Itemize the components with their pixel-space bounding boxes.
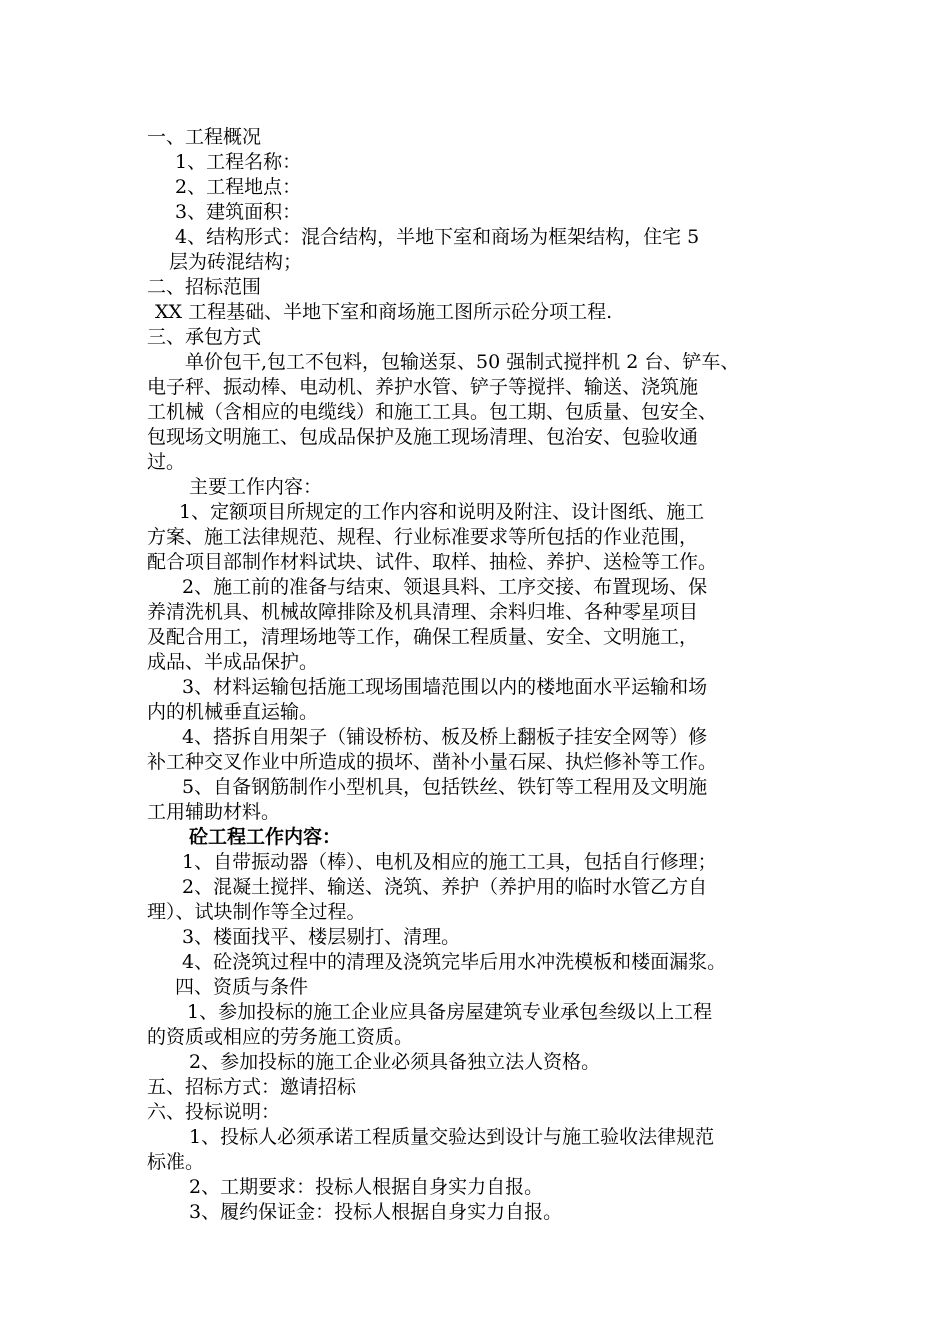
section-heading-bid-scope: 二、招标范围 (147, 276, 262, 298)
main-work-item-4-cont: 补工种交叉作业中所造成的损坏、凿补小量石屎、执烂修补等工作。 (147, 751, 718, 773)
main-work-item-2-cont: 成品、半成品保护。 (147, 651, 319, 673)
subheading-main-work: 主要工作内容： (189, 476, 323, 498)
main-work-item-1-cont: 方案、施工法律规范、规程、行业标准要求等所包括的作业范围， (147, 526, 699, 548)
main-work-item-3-cont: 内的机械垂直运输。 (147, 701, 319, 723)
main-work-item-4: 4、搭拆自用架子（铺设桥枋、板及桥上翻板子挂安全网等）修 (182, 726, 708, 748)
concrete-work-item-4: 4、砼浇筑过程中的清理及浇筑完毕后用水冲洗模板和楼面漏浆。 (182, 951, 727, 973)
contract-method-paragraph-line: 工机械（含相应的电缆线）和施工工具。包工期、包质量、包安全、 (147, 401, 718, 423)
project-name-line: 1、工程名称： (175, 151, 302, 173)
section-heading-bid-instructions: 六、投标说明： (147, 1101, 281, 1123)
main-work-item-2-cont: 及配合用工，清理场地等工作，确保工程质量、安全、文明施工， (147, 626, 699, 648)
main-work-item-1: 1、定额项目所规定的工作内容和说明及附注、设计图纸、施工 (179, 501, 705, 523)
main-work-item-5: 5、自备钢筋制作小型机具，包括铁丝、铁钉等工程用及文明施 (182, 776, 708, 798)
contract-method-paragraph-line: 单价包干,包工不包料，包输送泵、50 强制式搅拌机 2 台、铲车、 (185, 351, 740, 373)
bid-instruction-item-1: 1、投标人必须承诺工程质量交验达到设计与施工验收法律规范 (189, 1126, 715, 1148)
bid-instruction-item-3: 3、履约保证金：投标人根据自身实力自报。 (189, 1201, 563, 1223)
contract-method-paragraph-line: 电子秤、振动棒、电动机、养护水管、铲子等搅拌、输送、浇筑施 (147, 376, 699, 398)
section-heading-contract-method: 三、承包方式 (147, 326, 262, 348)
main-work-item-2: 2、施工前的准备与结束、领退具料、工序交接、布置现场、保 (182, 576, 708, 598)
structure-type-line-cont: 层为砖混结构； (169, 251, 303, 273)
section-heading-bid-method: 五、招标方式：邀请招标 (147, 1076, 357, 1098)
bid-instruction-item-1-cont: 标准。 (147, 1151, 205, 1173)
qualification-item-1: 1、参加投标的施工企业应具备房屋建筑专业承包叁级以上工程 (187, 1001, 713, 1023)
subheading-concrete-work: 砼工程工作内容： (189, 826, 342, 848)
bid-scope-text: XX 工程基础、半地下室和商场施工图所示砼分项工程. (155, 301, 613, 323)
project-location-line: 2、工程地点： (175, 176, 302, 198)
contract-method-paragraph-line: 过。 (147, 451, 186, 473)
main-work-item-1-cont: 配合项目部制作材料试块、试件、取样、抽检、养护、送检等工作。 (147, 551, 718, 573)
main-work-item-5-cont: 工用辅助材料。 (147, 801, 281, 823)
concrete-work-item-1: 1、自带振动器（棒）、电机及相应的施工工具，包括自行修理； (182, 851, 717, 873)
building-area-line: 3、建筑面积： (175, 201, 302, 223)
qualification-item-1-cont: 的资质或相应的劳务施工资质。 (147, 1026, 414, 1048)
document-body (147, 125, 817, 1225)
concrete-work-item-2-cont: 理）、试块制作等全过程。 (147, 901, 366, 923)
contract-method-paragraph-line: 包现场文明施工、包成品保护及施工现场清理、包治安、包验收通 (147, 426, 699, 448)
section-heading-project-overview: 一、工程概况 (147, 126, 262, 148)
structure-type-line: 4、结构形式：混合结构，半地下室和商场为框架结构，住宅 5 (175, 226, 700, 248)
qualification-item-2: 2、参加投标的施工企业必须具备独立法人资格。 (189, 1051, 601, 1073)
concrete-work-item-2: 2、混凝土搅拌、输送、浇筑、养护（养护用的临时水管乙方自 (182, 876, 708, 898)
main-work-item-3: 3、材料运输包括施工现场围墙范围以内的楼地面水平运输和场 (182, 676, 708, 698)
main-work-item-2-cont: 养清洗机具、机械故障排除及机具清理、余料归堆、各种零星项目 (147, 601, 699, 623)
section-heading-qualification: 四、资质与条件 (175, 976, 309, 998)
bid-instruction-item-2: 2、工期要求：投标人根据自身实力自报。 (189, 1176, 544, 1198)
concrete-work-item-3: 3、楼面找平、楼层剔打、清理。 (182, 926, 461, 948)
